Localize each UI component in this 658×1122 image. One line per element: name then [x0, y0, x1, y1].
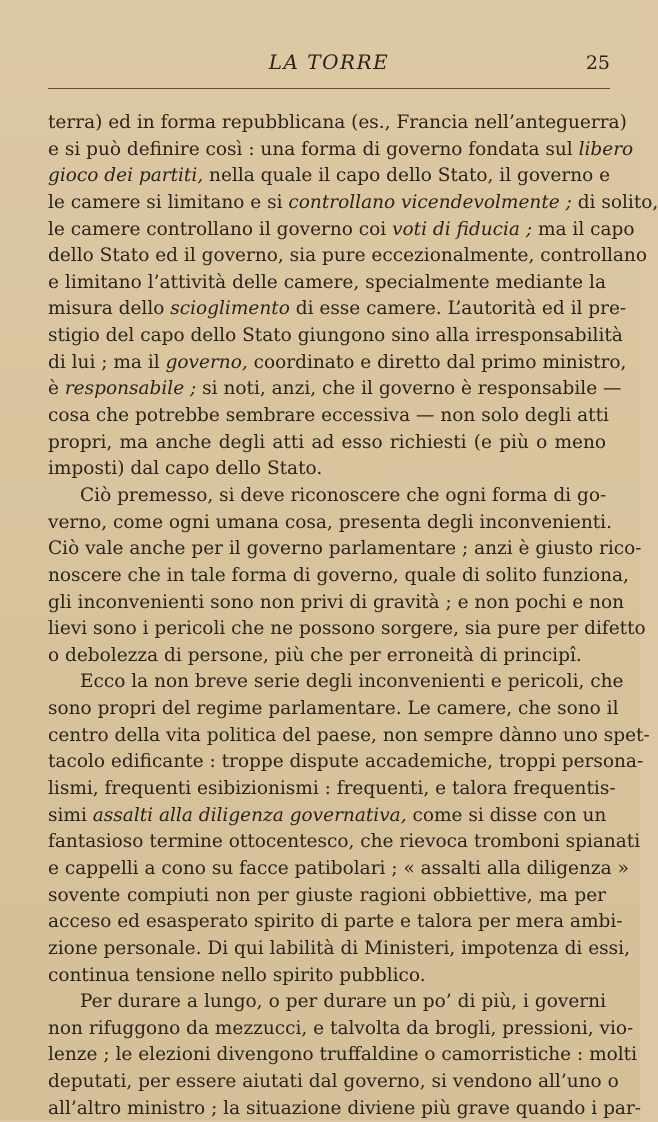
text-run: verno, come ogni umana cosa, presenta degli inconvenienti. — [48, 511, 612, 533]
text-run: misura dello — [48, 298, 171, 320]
text-run: gli inconvenienti sono non privi di gravità ; e non pochi e non — [48, 591, 625, 613]
running-title: LA TORRE — [268, 50, 390, 74]
italic-text: voti di fiducia ; — [392, 218, 533, 240]
text-run: tacolo edificante : troppe dispute accademiche, troppi persona- — [48, 751, 644, 773]
text-line — [48, 749, 644, 776]
text-run: terra) ed in forma repubblicana (es., Francia nell’anteguerra) — [48, 112, 627, 133]
text-run: cosa che potrebbe sembrare eccessiva — non solo degli atti — [48, 405, 609, 427]
text-run: si noti, anzi, che il governo è responsabile — — [196, 378, 622, 400]
text-line — [48, 403, 609, 430]
italic-text: assalti alla diligenza governativa, — [92, 804, 407, 826]
text-run: Ciò premesso, si deve riconoscere che ogni forma di go- — [80, 484, 607, 506]
text-line — [48, 776, 616, 803]
text-run: sovente compiuti non per giuste ragioni obbiettive, ma per — [48, 884, 606, 906]
text-run: continua tensione nello spirito pubblico. — [48, 964, 426, 986]
text-line — [48, 856, 629, 883]
text-run: come si disse con un — [406, 804, 607, 826]
text-run: le camere si limitano e si — [48, 191, 289, 213]
text-line — [48, 430, 606, 457]
text-line — [48, 350, 627, 377]
text-run: le camere controllano il governo coi — [48, 218, 393, 240]
text-line — [48, 563, 629, 590]
text-line — [48, 590, 625, 617]
page-number: 25 — [585, 52, 610, 74]
text-run: imposti) dal capo dello Stato. — [48, 458, 323, 480]
text-run: ma il capo — [532, 218, 635, 240]
text-line — [48, 1096, 642, 1122]
text-run: Per durare a lungo, o per durare un po’ di più, i governi — [80, 991, 606, 1013]
italic-text: responsabile ; — [64, 378, 197, 400]
text-line — [48, 510, 612, 537]
text-run: lievi sono i pericoli che ne possono sorgere, sia pure per difetto — [48, 618, 646, 640]
text-run: acceso ed esasperato spirito di parte e talora per mera ambi- — [48, 911, 623, 933]
text-run: e limitano l’attività delle camere, specialmente mediante la — [48, 271, 606, 293]
text-run: di solito, — [571, 191, 658, 213]
text-run: dello Stato ed il governo, sia pure eccezionalmente, controllano — [48, 245, 647, 267]
text-run: stigio del capo dello Stato giungono sino alla irresponsabilità — [48, 325, 623, 347]
text-line — [48, 296, 627, 323]
text-line — [48, 190, 658, 217]
italic-text: controllano vicendevolmente ; — [288, 191, 572, 213]
text-line — [48, 1016, 634, 1043]
italic-text: gioco dei partiti, — [48, 165, 204, 187]
text-line — [48, 643, 606, 670]
text-run: lenze ; le elezioni divengono truffaldine o camorristiche : molti — [48, 1044, 638, 1066]
text-line — [48, 376, 622, 403]
text-line — [48, 616, 646, 643]
text-run: o debolezza di persone, più che per erroneità di principî. — [48, 644, 582, 666]
text-line — [48, 963, 606, 990]
text-line — [48, 669, 624, 696]
text-line — [48, 217, 635, 244]
text-run: propri, ma anche degli atti ad esso richiesti (e più o meno — [48, 431, 606, 453]
text-line — [48, 803, 606, 830]
text-line — [48, 536, 642, 563]
text-line — [48, 936, 630, 963]
text-line — [48, 323, 623, 350]
italic-text: scioglimento — [170, 298, 290, 320]
text-run: lismi, frequenti esibizionismi : frequenti, e talora frequentis- — [48, 778, 616, 800]
text-run: non rifuggono da mezzucci, e talvolta da brogli, pressioni, vio- — [48, 1017, 634, 1039]
text-run: è — [48, 378, 65, 400]
text-run: noscere che in tale forma di governo, quale di solito funziona, — [48, 564, 629, 586]
text-run: deputati, per essere aiutati dal governo, si vendono all’uno o — [48, 1071, 619, 1093]
text-line — [48, 483, 606, 510]
text-line — [48, 163, 611, 190]
page-header — [48, 50, 610, 80]
text-line — [48, 696, 619, 723]
italic-text: libero — [578, 138, 634, 160]
text-run: sono propri del regime parlamentare. Le camere, che sono il — [48, 698, 619, 720]
text-run: di lui ; ma il — [48, 351, 166, 373]
text-run: fantasioso termine ottocentesco, che rievoca tromboni spianati — [48, 831, 641, 853]
text-line — [48, 1042, 638, 1069]
header-rule — [48, 88, 610, 89]
text-run: simi — [48, 804, 93, 826]
text-line — [48, 243, 647, 270]
text-line — [48, 829, 641, 856]
text-run: e si può definire così : una forma di governo fondata sul — [48, 138, 579, 160]
italic-text: governo, — [165, 351, 248, 373]
text-run: di esse camere. L’autorità ed il pre- — [289, 298, 627, 320]
text-run: nella quale il capo dello Stato, il governo e — [203, 165, 611, 187]
text-line — [48, 110, 627, 137]
text-run: zione personale. Di qui labilità di Ministeri, impotenza di essi, — [48, 937, 630, 959]
text-run: coordinato e diretto dal primo ministro, — [247, 351, 627, 373]
text-line — [48, 137, 634, 164]
text-line — [48, 989, 606, 1016]
text-line — [48, 456, 606, 483]
text-run: Ecco la non breve serie degli inconvenienti e pericoli, che — [80, 671, 624, 693]
text-run: Ciò vale anche per il governo parlamentare ; anzi è giusto rico- — [48, 538, 642, 560]
text-line — [48, 909, 623, 936]
text-line — [48, 270, 606, 297]
text-line — [48, 1069, 619, 1096]
text-run: all’altro ministro ; la situazione diviene più grave quando i par- — [48, 1097, 642, 1119]
text-line — [48, 883, 606, 910]
text-run: centro della vita politica del paese, non sempre dànno uno spet- — [48, 724, 650, 746]
body-text — [48, 110, 658, 1122]
text-line — [48, 723, 650, 750]
text-run: e cappelli a cono su facce patibolari ; « assalti alla diligenza » — [48, 857, 629, 879]
